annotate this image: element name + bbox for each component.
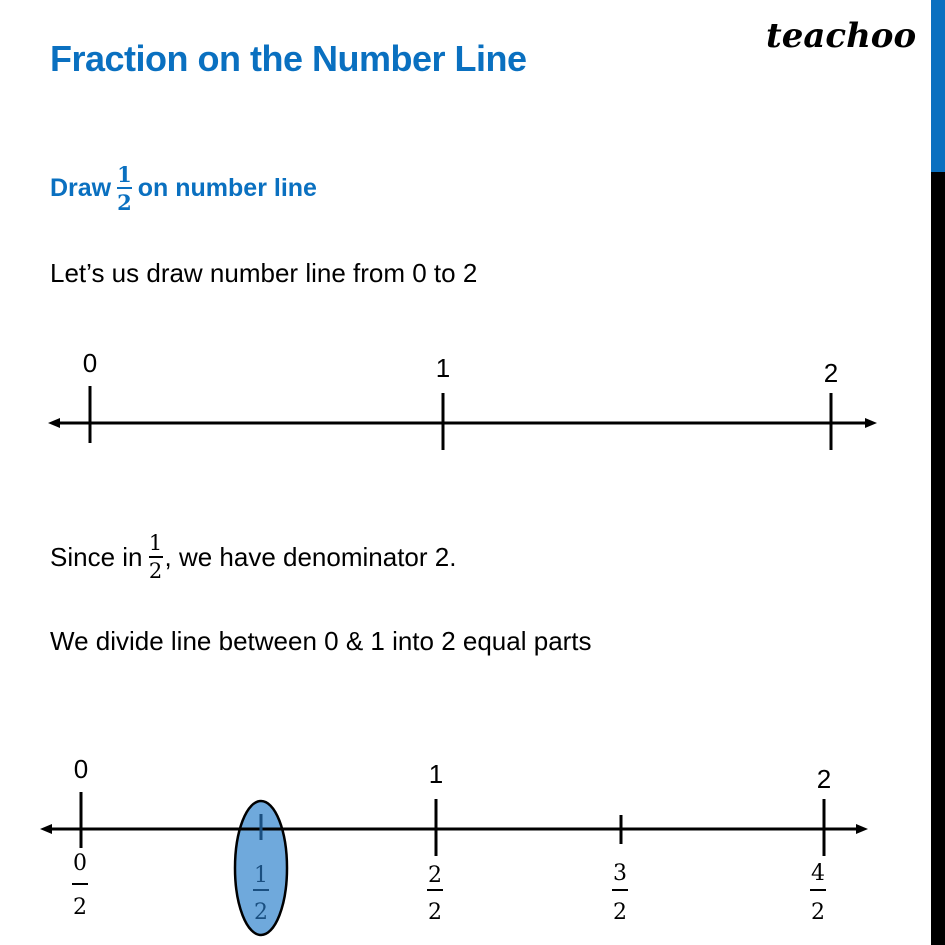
number-line-2-axis: [40, 824, 868, 834]
tick-label-2: 2: [823, 358, 839, 388]
fraction-denominator: 2: [117, 190, 132, 215]
text2-suffix: , we have denominator 2.: [164, 542, 457, 572]
tick-3-over-2: [612, 815, 628, 925]
fraction-denominator: 2: [428, 900, 442, 925]
fraction-denominator: 2: [254, 900, 268, 925]
page-title: Fraction on the Number Line: [50, 38, 527, 79]
tick-4-over-2: [810, 764, 831, 925]
instruction-text-3: We divide line between 0 & 1 into 2 equal parts: [50, 626, 592, 656]
tick-label-1: 1: [435, 353, 451, 383]
fraction-numerator: 2: [428, 863, 442, 888]
tick-top-label-0: 0: [73, 754, 89, 784]
fraction-denominator: 2: [811, 900, 825, 925]
fraction-denominator: 2: [613, 900, 627, 925]
text2-prefix: Since in: [50, 542, 143, 572]
fraction-numerator: 1: [148, 531, 163, 555]
fraction-numerator: 1: [254, 863, 268, 888]
fraction-numerator: 4: [811, 861, 825, 886]
tick-0-over-2: [72, 754, 88, 920]
heading-prefix: Draw: [50, 174, 112, 202]
tick-2-over-2: [427, 759, 443, 925]
tick-top-label-2: 2: [816, 764, 832, 794]
tick-top-label-1: 1: [428, 759, 444, 789]
instruction-text-1: Let’s us draw number line from 0 to 2: [50, 258, 478, 288]
teachoo-logo: teachoo: [766, 16, 917, 56]
fraction-numerator: 3: [613, 861, 627, 886]
heading-suffix: on number line: [137, 174, 317, 202]
fraction-denominator: 2: [148, 559, 163, 583]
fraction-numerator: 1: [117, 162, 132, 187]
tick-label-0: 0: [82, 348, 98, 378]
fraction-denominator: 2: [73, 895, 87, 920]
fraction-numerator: 0: [73, 851, 87, 876]
